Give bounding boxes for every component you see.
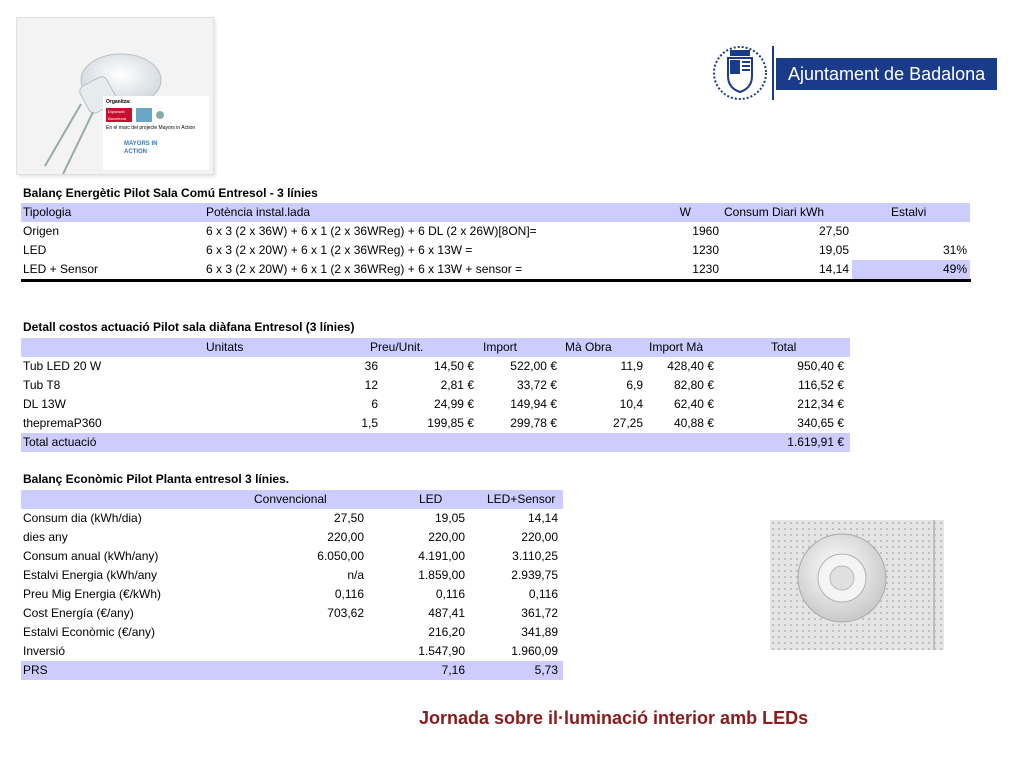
led-photo: [17, 18, 213, 174]
cell-led: 1.547,90: [418, 644, 465, 658]
cell-led: 19,05: [434, 511, 465, 525]
table-row: [21, 395, 850, 414]
partner-logo: [156, 111, 164, 119]
cell-led: 487,41: [428, 606, 465, 620]
cell-preu-unit: 14,50 €: [433, 359, 474, 373]
header-import: Import: [483, 340, 518, 354]
cell-led: 0,116: [435, 587, 465, 601]
cell-total: 116,52 €: [798, 378, 844, 392]
cell-total: 212,34 €: [797, 397, 844, 411]
header-estalvi: Estalvi: [891, 205, 927, 219]
cell-estalvi: 49%: [852, 260, 970, 279]
cell-import-ma: 82,80 €: [673, 378, 714, 392]
cell-led-sensor: 3.110,25: [512, 549, 558, 563]
cell-w: 1230: [692, 262, 719, 276]
cell-concepte: Estalvi Energia (kWh/any: [23, 568, 158, 582]
table-header-row: [21, 338, 850, 357]
table-header-row: [21, 203, 970, 222]
table-row: [21, 528, 563, 547]
total-row: [21, 433, 850, 452]
header-convencional: Convencional: [254, 492, 327, 506]
header-potencia: Potència instal.lada: [206, 205, 311, 219]
prs-row: [21, 661, 563, 680]
cell-concepte: dies any: [23, 530, 68, 544]
cell-led: 7,16: [441, 663, 465, 677]
cell-concepte: Consum anual (kWh/any): [23, 549, 159, 563]
cell-led-sensor: 14,14: [527, 511, 558, 525]
header-tipologia: Tipologia: [23, 205, 72, 219]
cell-led-sensor: 2.939,75: [511, 568, 558, 582]
cell-concepte: Estalvi Econòmic (€/any): [23, 625, 156, 639]
badalona-name: Ajuntament de Badalona: [776, 58, 997, 90]
cell-convencional: [251, 623, 364, 642]
header-consum: Consum Diari kWh: [724, 205, 825, 219]
cell-led: 1.859,00: [418, 568, 465, 582]
cell-concepte: Inversió: [23, 644, 66, 658]
cell-potencia: 6 x 3 (2 x 20W) + 6 x 1 (2 x 36WReg) + 6 x 13W + sensor =: [206, 262, 523, 276]
cell-concepte: thepremaP360: [23, 416, 102, 430]
cell-import: 299,78 €: [510, 416, 557, 430]
table-row: [21, 260, 970, 279]
cell-ma-obra: 27,25: [612, 416, 643, 430]
cell-import: 33,72 €: [516, 378, 557, 392]
cell-preu-unit: 199,85 €: [427, 416, 474, 430]
cell-tipologia: Origen: [23, 224, 60, 238]
table-row: [21, 222, 970, 241]
cell-concepte: Tub LED 20 W: [23, 359, 102, 373]
cell-convencional: [251, 642, 364, 661]
table-header-row: [21, 490, 563, 509]
cell-concepte: Preu Mig Energia (€/kWh): [23, 587, 162, 601]
header-unitats: Unitats: [206, 340, 244, 354]
balanc-economic-title: Balanç Econòmic Pilot Planta entresol 3 línies.: [23, 472, 290, 486]
cell-tipologia: LED: [23, 243, 47, 257]
cell-led-sensor: 5,73: [534, 663, 558, 677]
table-row: [21, 623, 563, 642]
cell-led-sensor: 0,116: [528, 587, 558, 601]
header-ma-obra: Mà Obra: [565, 340, 612, 354]
logo-divider: [772, 46, 774, 100]
mayors-in-action-logo: MAYORS IN ACTION: [124, 141, 158, 155]
cell-w: 1960: [692, 224, 719, 238]
cell-led: 220,00: [428, 530, 465, 544]
organisers-panel: [103, 96, 209, 170]
cell-concepte: Cost Energía (€/any): [23, 606, 134, 620]
cell-estalvi: 31%: [942, 243, 967, 257]
cell-consum: 19,05: [818, 243, 849, 257]
header-import-ma: Import Mà: [649, 340, 704, 354]
cell-consum: 14,14: [818, 262, 849, 276]
table-row: [21, 376, 850, 395]
badalona-logo: [712, 44, 997, 104]
table-bottom-rule: [21, 279, 971, 282]
cell-potencia: 6 x 3 (2 x 20W) + 6 x 1 (2 x 36WReg) + 6 x 13W =: [206, 243, 473, 257]
cell-tipologia: LED + Sensor: [23, 262, 99, 276]
cell-import-ma: 62,40 €: [673, 397, 714, 411]
cell-preu-unit: 24,99 €: [433, 397, 474, 411]
cell-unitats: 6: [371, 397, 378, 411]
cell-unitats: 12: [364, 378, 378, 392]
xarxa-logo: [136, 108, 152, 122]
table-row: [21, 509, 563, 528]
cell-preu-unit: 2,81 €: [440, 378, 474, 392]
cell-convencional: [251, 661, 364, 680]
cell-consum: 27,50: [818, 224, 849, 238]
cell-ma-obra: 6,9: [626, 378, 643, 392]
cell-ma-obra: 11,9: [620, 359, 643, 373]
cell-import-ma: 428,40 €: [667, 359, 714, 373]
total-value: 1.619,91 €: [787, 435, 844, 449]
cell-estalvi: [871, 222, 967, 241]
table-row: [21, 604, 563, 623]
marc-text: En el marc del projecte Mayors in Action: [106, 125, 196, 131]
total-label: Total actuació: [23, 435, 97, 449]
header-w: W: [679, 205, 691, 219]
cell-w: 1230: [692, 243, 719, 257]
cell-total: 950,40 €: [797, 359, 844, 373]
table-row: [21, 357, 850, 376]
cell-led: 4.191,00: [418, 549, 465, 563]
cell-unitats: 36: [364, 359, 378, 373]
cell-convencional: 220,00: [327, 530, 364, 544]
table-row: [21, 414, 850, 433]
cell-import: 149,94 €: [510, 397, 557, 411]
cell-led-sensor: 1.960,09: [511, 644, 558, 658]
cell-import: 522,00 €: [510, 359, 557, 373]
header-led: LED: [419, 492, 443, 506]
cell-unitats: 1,5: [361, 416, 378, 430]
cell-convencional: 0,116: [334, 587, 364, 601]
cell-convencional: 27,50: [333, 511, 364, 525]
cell-led-sensor: 341,89: [521, 625, 558, 639]
table-row: [21, 585, 563, 604]
header-total: Total: [771, 340, 797, 354]
footer-title: Jornada sobre il·luminació interior amb LEDs: [419, 708, 809, 728]
table-row: [21, 241, 970, 260]
cell-import-ma: 40,88 €: [673, 416, 714, 430]
organitza-label: Organitza:: [106, 99, 131, 105]
detall-costos-title: Detall costos actuació Pilot sala diàfana Entresol (3 línies): [23, 320, 355, 334]
ceiling-sensor-illustration: [770, 520, 944, 650]
cell-led-sensor: 361,72: [521, 606, 558, 620]
cell-concepte: DL 13W: [23, 397, 66, 411]
table-row: [21, 547, 563, 566]
cell-ma-obra: 10,4: [619, 397, 643, 411]
cell-led: 216,20: [428, 625, 465, 639]
cell-convencional: n/a: [347, 568, 364, 582]
cell-convencional: 703,62: [327, 606, 364, 620]
header-led-sensor: LED+Sensor: [487, 492, 556, 506]
cell-concepte: Consum dia (kWh/dia): [23, 511, 142, 525]
balanc-energetic-title: Balanç Energètic Pilot Sala Comú Entresol - 3 línies: [23, 186, 318, 200]
table-row: [21, 566, 563, 585]
table-row: [21, 642, 563, 661]
cell-convencional: 6.050,00: [317, 549, 364, 563]
cell-led-sensor: 220,00: [521, 530, 558, 544]
cell-concepte: PRS: [23, 663, 48, 677]
header-preu-unit: Preu/Unit.: [370, 340, 424, 354]
badalona-shield-icon: [712, 44, 768, 102]
cell-total: 340,65 €: [797, 416, 844, 430]
diputacio-logo: Diputació Barcelona: [106, 108, 132, 122]
cell-concepte: Tub T8: [23, 378, 61, 392]
cell-potencia: 6 x 3 (2 x 36W) + 6 x 1 (2 x 36WReg) + 6 DL (2 x 26W)[8ON]=: [206, 224, 537, 238]
presence-sensor-photo: [770, 520, 944, 650]
